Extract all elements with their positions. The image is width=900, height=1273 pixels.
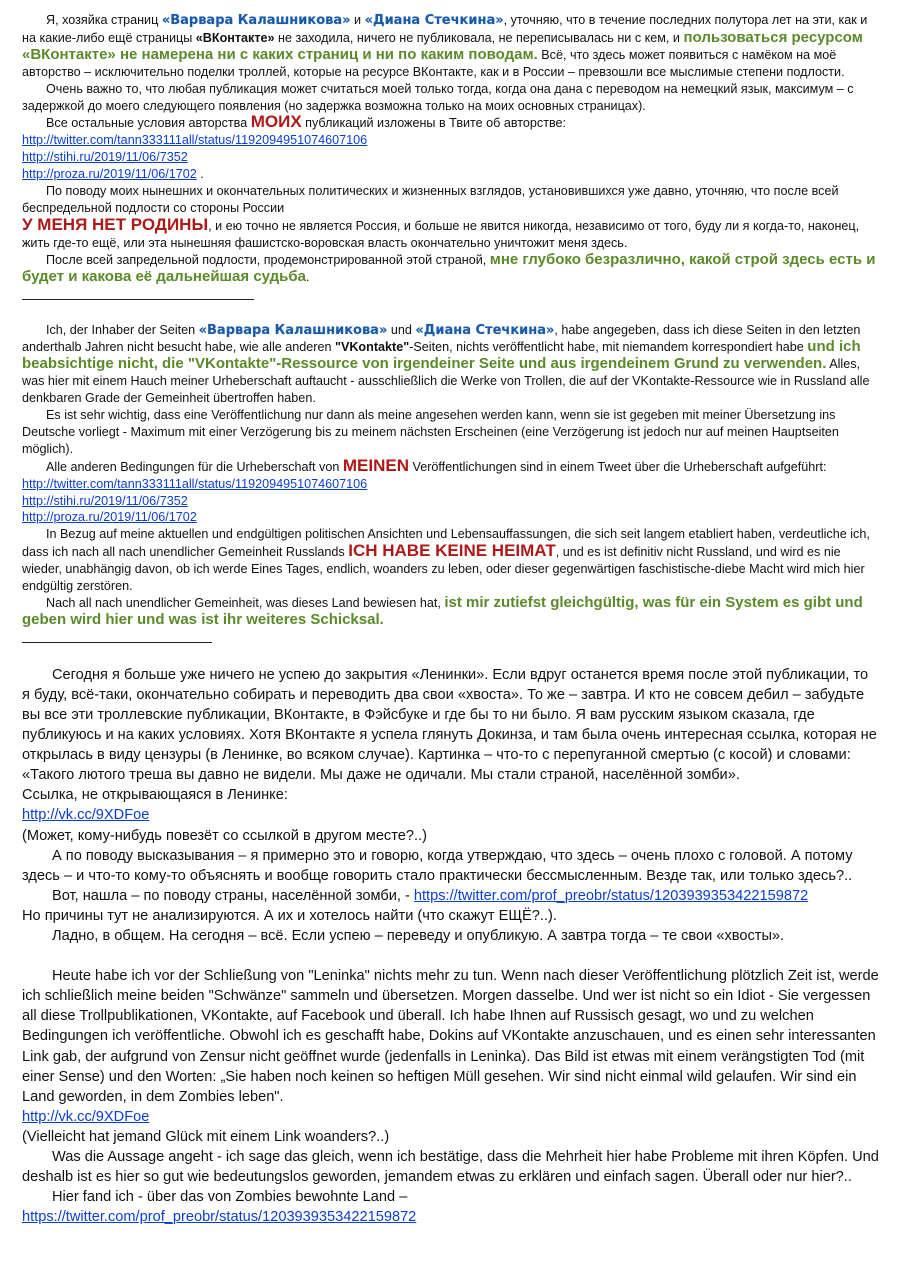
ru-post-p7: Ладно, в общем. На сегодня – всё. Если успею – переведу и опубликую. А завтра тогда – те свои «хвосты».	[52, 928, 785, 945]
ru-notice-p2: Очень важно то, что любая публикация может считаться моей только тогда, когда она дана с переводом на немецкий язык, максимум – с задержкой до моего следующего появления (но задержка возможна только на моих основных страницах).	[22, 81, 854, 113]
de-link-twitter[interactable]: http://twitter.com/tann333111all/status/1192094951074607106	[22, 476, 368, 491]
page-name-1: «Варвара Калашникова»	[161, 13, 351, 28]
ru-emphasis-sudba: мне глубоко безразлично, какой строй здесь есть и будет и какова её дальнейшая судьба	[22, 250, 876, 285]
de-notice-p1: Ich, der Inhaber der Seiten «Варвара Калашникова» und «Диана Стечкина», habe angegeben, dass ich diese Seiten in den letzten anderthalb Jahren nicht besucht habe, wie alle anderen "VKontakte"-Seiten, nichts veröffentlicht habe, mit niemandem korrespondiert habe und ich beabsichtige nicht, die "VKontakte"-Ressource von irgendeiner Seite und aus irgendeinem Grund zu verwenden. Alles, was hier mit einem Hauch meiner Urheberschaft auftaucht - ausschließlich die Werke von Trollen, die auf der VKontakte-Ressource wie in Russland alle denkbaren Grade der Gemeinheit übertroffen haben.	[22, 322, 870, 406]
de-post	[22, 966, 880, 1227]
de-notice	[22, 322, 880, 629]
ru-emphasis-moih: МОИХ	[250, 112, 302, 132]
de-emphasis-meinen: MEINEN	[342, 455, 409, 475]
document-page	[22, 12, 880, 1227]
de-emphasis-vk: und ich beabsichtige nicht, die "VKontakte"-Ressource von irgendeiner Seite und aus irgendeinem Grund zu verwenden.	[22, 338, 861, 373]
page-name-2: «Диана Стечкина»	[364, 13, 504, 28]
de-link-stihi[interactable]: http://stihi.ru/2019/11/06/7352	[22, 493, 188, 508]
ru-post-p2: Ссылка, не открывающаяся в Ленинке:	[22, 787, 288, 804]
de-post-p1: Heute habe ich vor der Schließung von "Leninka" nichts mehr zu tun. Wenn nach dieser Veröffentlichung plötzlich Zeit ist, werde ich schließlich meine beiden "Schwänze" sammeln und übersetzen. Morgen dasselbe. Und wer ist nicht so ein Idiot - Sie vergessen all diese Trollpublikationen, VKontakte, auf Facebook und überall. Ich habe Ihnen auf Russisch gesagt, wo und zu welchen Bedingungen ich veröffentliche. Obwohl ich es geschafft habe, Dokins auf VKontakte anzuschauen, und es einen sehr interessanten Link gab, der aufgrund von Zensur nicht geöffnet wurde (jedenfalls in Leninka). Das Bild ist etwas mit einem verängstigten Tod (mit einer Sense) und den Worten: „Sie haben noch keinen so heftigen Müll gesehen. Wir sind nicht einmal wild gelaufen. Wir sind ein Land geworden, in dem Zombies leben".	[22, 968, 879, 1105]
de-notice-p2: Es ist sehr wichtig, dass eine Veröffentlichung nur dann als meine angesehen werden kann, wenn sie ist gegeben mit meiner Übersetzung ins Deutsche vorliegt - Maximum mit einer Verzögerung bis zu meinem nächsten Erscheinen (eine Verzögerung ist jedoch nur auf meinen Hauptseiten möglich).	[22, 408, 839, 456]
de-post-p3: Was die Aussage angeht - ich sage das gleich, wenn ich bestätige, dass die Mehrheit hier habe Probleme mit ihren Köpfen. Und deshalb ist es hier so gut wie bedeutungslos geworden, jemandem etwas zu erklären und einfach sagen. Überall oder nur hier?..	[22, 1148, 879, 1186]
de-post-p2: (Vielleicht hat jemand Glück mit einem Link woanders?..)	[22, 1128, 390, 1145]
ru-post-link-twitter[interactable]: https://twitter.com/prof_preobr/status/1203939353422159872	[413, 887, 809, 904]
ru-post-p6: Но причины тут не анализируются. А их и хотелось найти (что скажут ЕЩЁ?..).	[22, 907, 557, 924]
ru-notice: Я, хозяйка страниц «Варвара Калашникова» и «Диана Стечкина», уточняю, что в течение последних полутора лет на эти, как и на какие-либо ещё страницы «ВКонтакте» не заходила, ничего не публиковала, не переписывалась ни с кем, и пользоваться ресурсом «ВКонтакте» не намерена ни с каких страниц и ни по каким поводам. Всё, что здесь может появиться с намёком на моё авторство – исключительно поделки троллей, которые на ресурсе ВКонтакте, как и в России – превзошли все мыслимые степени подлости. Очень важно то, что любая публикация может считаться моей только тогда, когда она дана с переводом на немецкий язык, максимум – с задержкой до моего следующего появления (но задержка возможна только на моих основных страницах). Все остальные условия авторства МОИХ публикаций изложены в Твите об авторстве: http://twitter.com/tann333111all/status/1192094951074607106 http://stihi.ru/2019/11/06/7352 http://proza.ru/2019/11/06/1702 . По поводу моих нынешних и окончательных политических и жизненных взглядов, установившихся уже давно, уточняю, что после всей беспредельной подлости со стороны России У МЕНЯ НЕТ РОДИНЫ, и ею точно не является Россия, и больше не явится никогда, независимо от того, буду ли я когда-то, наконец, жить где-то ещё, или эта нынешняя фашистско-воровская власть окончательно уничтожит меня здесь. После всей запредельной подлости, продемонстрированной этой страной, мне глубоко безразлично, какой строй здесь есть и будет и какова её дальнейшая судьба.	[22, 12, 880, 286]
ru-notice-p1: Я, хозяйка страниц «Варвара Калашникова» и «Диана Стечкина», уточняю, что в течение последних полутора лет на эти, как и на какие-либо ещё страницы «ВКонтакте» не заходила, ничего не публиковала, не переписывалась ни с кем, и пользоваться ресурсом «ВКонтакте» не намерена ни с каких страниц и ни по каким поводам. Всё, что здесь может появиться с намёком на моё авторство – исключительно поделки троллей, которые на ресурсе ВКонтакте, как и в России – превзошли все мыслимые степени подлости.	[22, 13, 868, 79]
de-notice-p3: Alle anderen Bedingungen für die Urheberschaft von MEINEN Veröffentlichungen sind in einem Tweet über die Urheberschaft aufgeführt:	[46, 455, 827, 475]
ru-link-twitter[interactable]: http://twitter.com/tann333111all/status/1192094951074607106	[22, 133, 368, 148]
de-emphasis-heimat: ICH HABE KEINE HEIMAT	[348, 541, 556, 561]
divider-2	[22, 642, 212, 643]
ru-emphasis-rodina: У МЕНЯ НЕТ РОДИНЫ	[22, 214, 209, 234]
de-notice-p4: In Bezug auf meine aktuellen und endgültigen politischen Ansichten und Lebensauffassungen, die sich seit langem etabliert haben, verdeutliche ich, dass ich nach all nach unendlicher Gemeinheit Russlands ICH HABE KEINE HEIMAT, und es ist definitiv nicht Russland, und wird es nie wieder, unabhängig davon, ob ich werde Eines Tages, endlich, woanders zu leben, oder dieser gegenwärtigen faschistische-diebe Macht wird mich hier endgültig zerstören.	[22, 527, 870, 594]
ru-notice-p3: Все остальные условия авторства МОИХ публикаций изложены в Твите об авторстве:	[46, 112, 567, 132]
de-post-link-vk[interactable]: http://vk.cc/9XDFoe	[22, 1108, 150, 1125]
de-post-p4: Hier fand ich - über das von Zombies bewohnte Land –	[52, 1189, 408, 1206]
ru-post-p1: Сегодня я больше уже ничего не успею до закрытия «Ленинки». Если вдруг останется время после этой публикации, то я буду, всё-таки, окончательно собирать и переводить два свои «хвоста». То же – завтра. И кто не совсем дебил – забудьте вы все эти троллевские публикации, ВКонтакте, в Фэйсбуке и где бы то ни было. Я вам русским языком сказала, где публикуюсь и на каких условиях. Хотя ВКонтакте я успела глянуть Докинза, и там была очень интересная ссылка, которая не открылась в виду цензуры (в Ленинке, во всяком случае). Картинка – что-то с перепуганной смертью (с косой) и словами: «Такого лютого треша вы давно не видели. Мы даже не одичали. Мы стали страной, населённой зомби».	[22, 666, 877, 784]
divider-1	[22, 299, 254, 300]
ru-emphasis-vk: пользоваться ресурсом «ВКонтакте» не намерена ни с каких страниц и ни по каким поводам.	[22, 28, 863, 63]
ru-post-p4: А по поводу высказывания – я примерно это и говорю, когда утверждаю, что здесь – очень плохо с головой. А потому здесь – и что-то кому-то объяснять и вообще говорить стало практически бессмысленным. Везде так, или только здесь?..	[22, 847, 853, 884]
ru-notice-p6: После всей запредельной подлости, продемонстрированной этой страной, мне глубоко безразлично, какой строй здесь есть и будет и какова её дальнейшая судьба.	[22, 250, 876, 285]
ru-link-proza[interactable]: http://proza.ru/2019/11/06/1702	[22, 167, 197, 182]
ru-post-p3: (Может, кому-нибудь повезёт со ссылкой в другом месте?..)	[22, 827, 427, 844]
ru-post-p5: Вот, нашла – по поводу страны, населённой зомби, - https://twitter.com/prof_preobr/status/1203939353422159872	[52, 887, 809, 904]
de-emphasis-schicksal: ist mir zutiefst gleichgültig, was für ein System es gibt und geben wird hier und was ist ihr weiteres Schicksal.	[22, 594, 863, 628]
page-name-1-de: «Варвара Калашникова»	[198, 322, 388, 338]
de-post-link-twitter[interactable]: https://twitter.com/prof_preobr/status/1203939353422159872	[22, 1209, 417, 1226]
ru-post-link-vk[interactable]: http://vk.cc/9XDFoe	[22, 807, 150, 824]
page-name-2-de: «Диана Стечкина»	[415, 322, 555, 338]
de-link-proza[interactable]: http://proza.ru/2019/11/06/1702	[22, 510, 197, 525]
ru-post	[22, 665, 880, 946]
de-notice-p5: Nach all nach unendlicher Gemeinheit, was dieses Land bewiesen hat, ist mir zutiefst gleichgültig, was für ein System es gibt und geben wird hier und was ist ihr weiteres Schicksal.	[22, 594, 863, 628]
ru-notice-p5: У МЕНЯ НЕТ РОДИНЫ, и ею точно не является Россия, и больше не явится никогда, независимо от того, буду ли я когда-то, наконец, жить где-то ещё, или эта нынешняя фашистско-воровская власть окончательно уничтожит меня здесь.	[22, 214, 860, 250]
ru-notice-p4: По поводу моих нынешних и окончательных политических и жизненных взглядов, установившихся уже давно, уточняю, что после всей беспредельной подлости со стороны России	[22, 184, 839, 215]
ru-link-stihi[interactable]: http://stihi.ru/2019/11/06/7352	[22, 150, 188, 165]
